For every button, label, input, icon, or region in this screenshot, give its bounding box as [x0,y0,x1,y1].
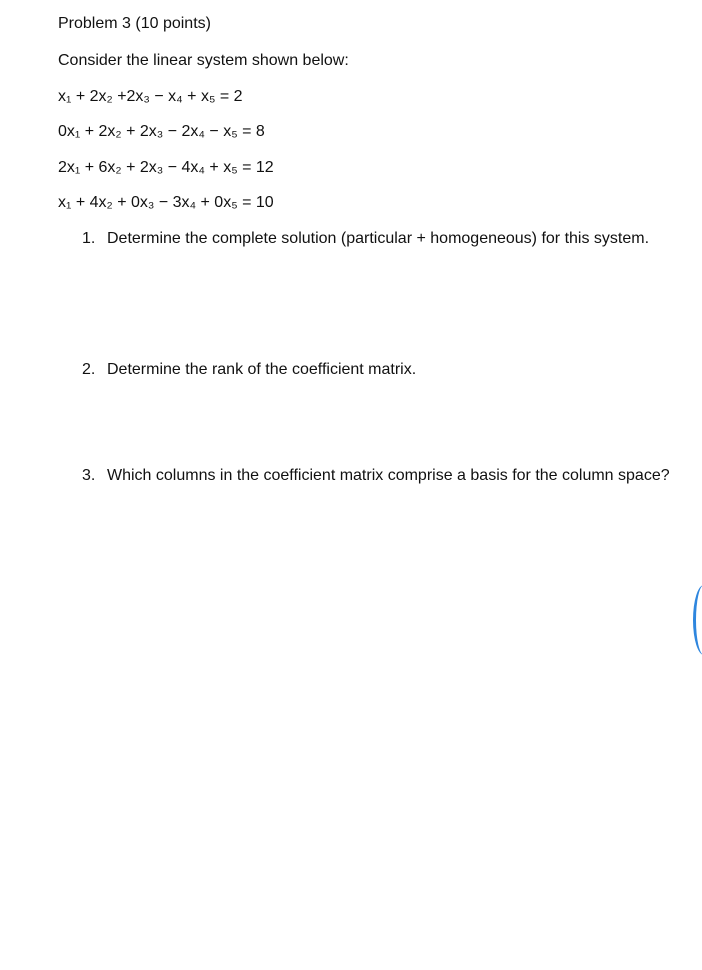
question-3-number: 3. [82,467,96,484]
equation-4: x₁ + 4x₂ + 0x₃ − 3x₄ + 0x₅ = 10 [58,194,274,211]
question-3-text: Which columns in the coefficient matrix comprise a basis for the column space? [107,467,670,484]
equation-1: x₁ + 2x₂ +2x₃ − x₄ + x₅ = 2 [58,88,243,105]
page-edge-arc-decoration [693,585,702,655]
question-1 [82,225,672,252]
question-1-number: 1. [82,230,96,247]
equation-2: 0x₁ + 2x₂ + 2x₃ − 2x₄ − x₅ = 8 [58,123,265,140]
question-2-number: 2. [82,361,96,378]
question-2-text: Determine the rank of the coefficient matrix. [107,361,417,378]
equation-3: 2x₁ + 6x₂ + 2x₃ − 4x₄ + x₅ = 12 [58,159,274,176]
problem-title: Problem 3 (10 points) [58,15,211,32]
question-1-text: Determine the complete solution (particular + homogeneous) for this system. [107,230,650,247]
problem-intro: Consider the linear system shown below: [58,52,349,69]
question-2 [82,356,672,383]
question-3 [82,462,672,489]
